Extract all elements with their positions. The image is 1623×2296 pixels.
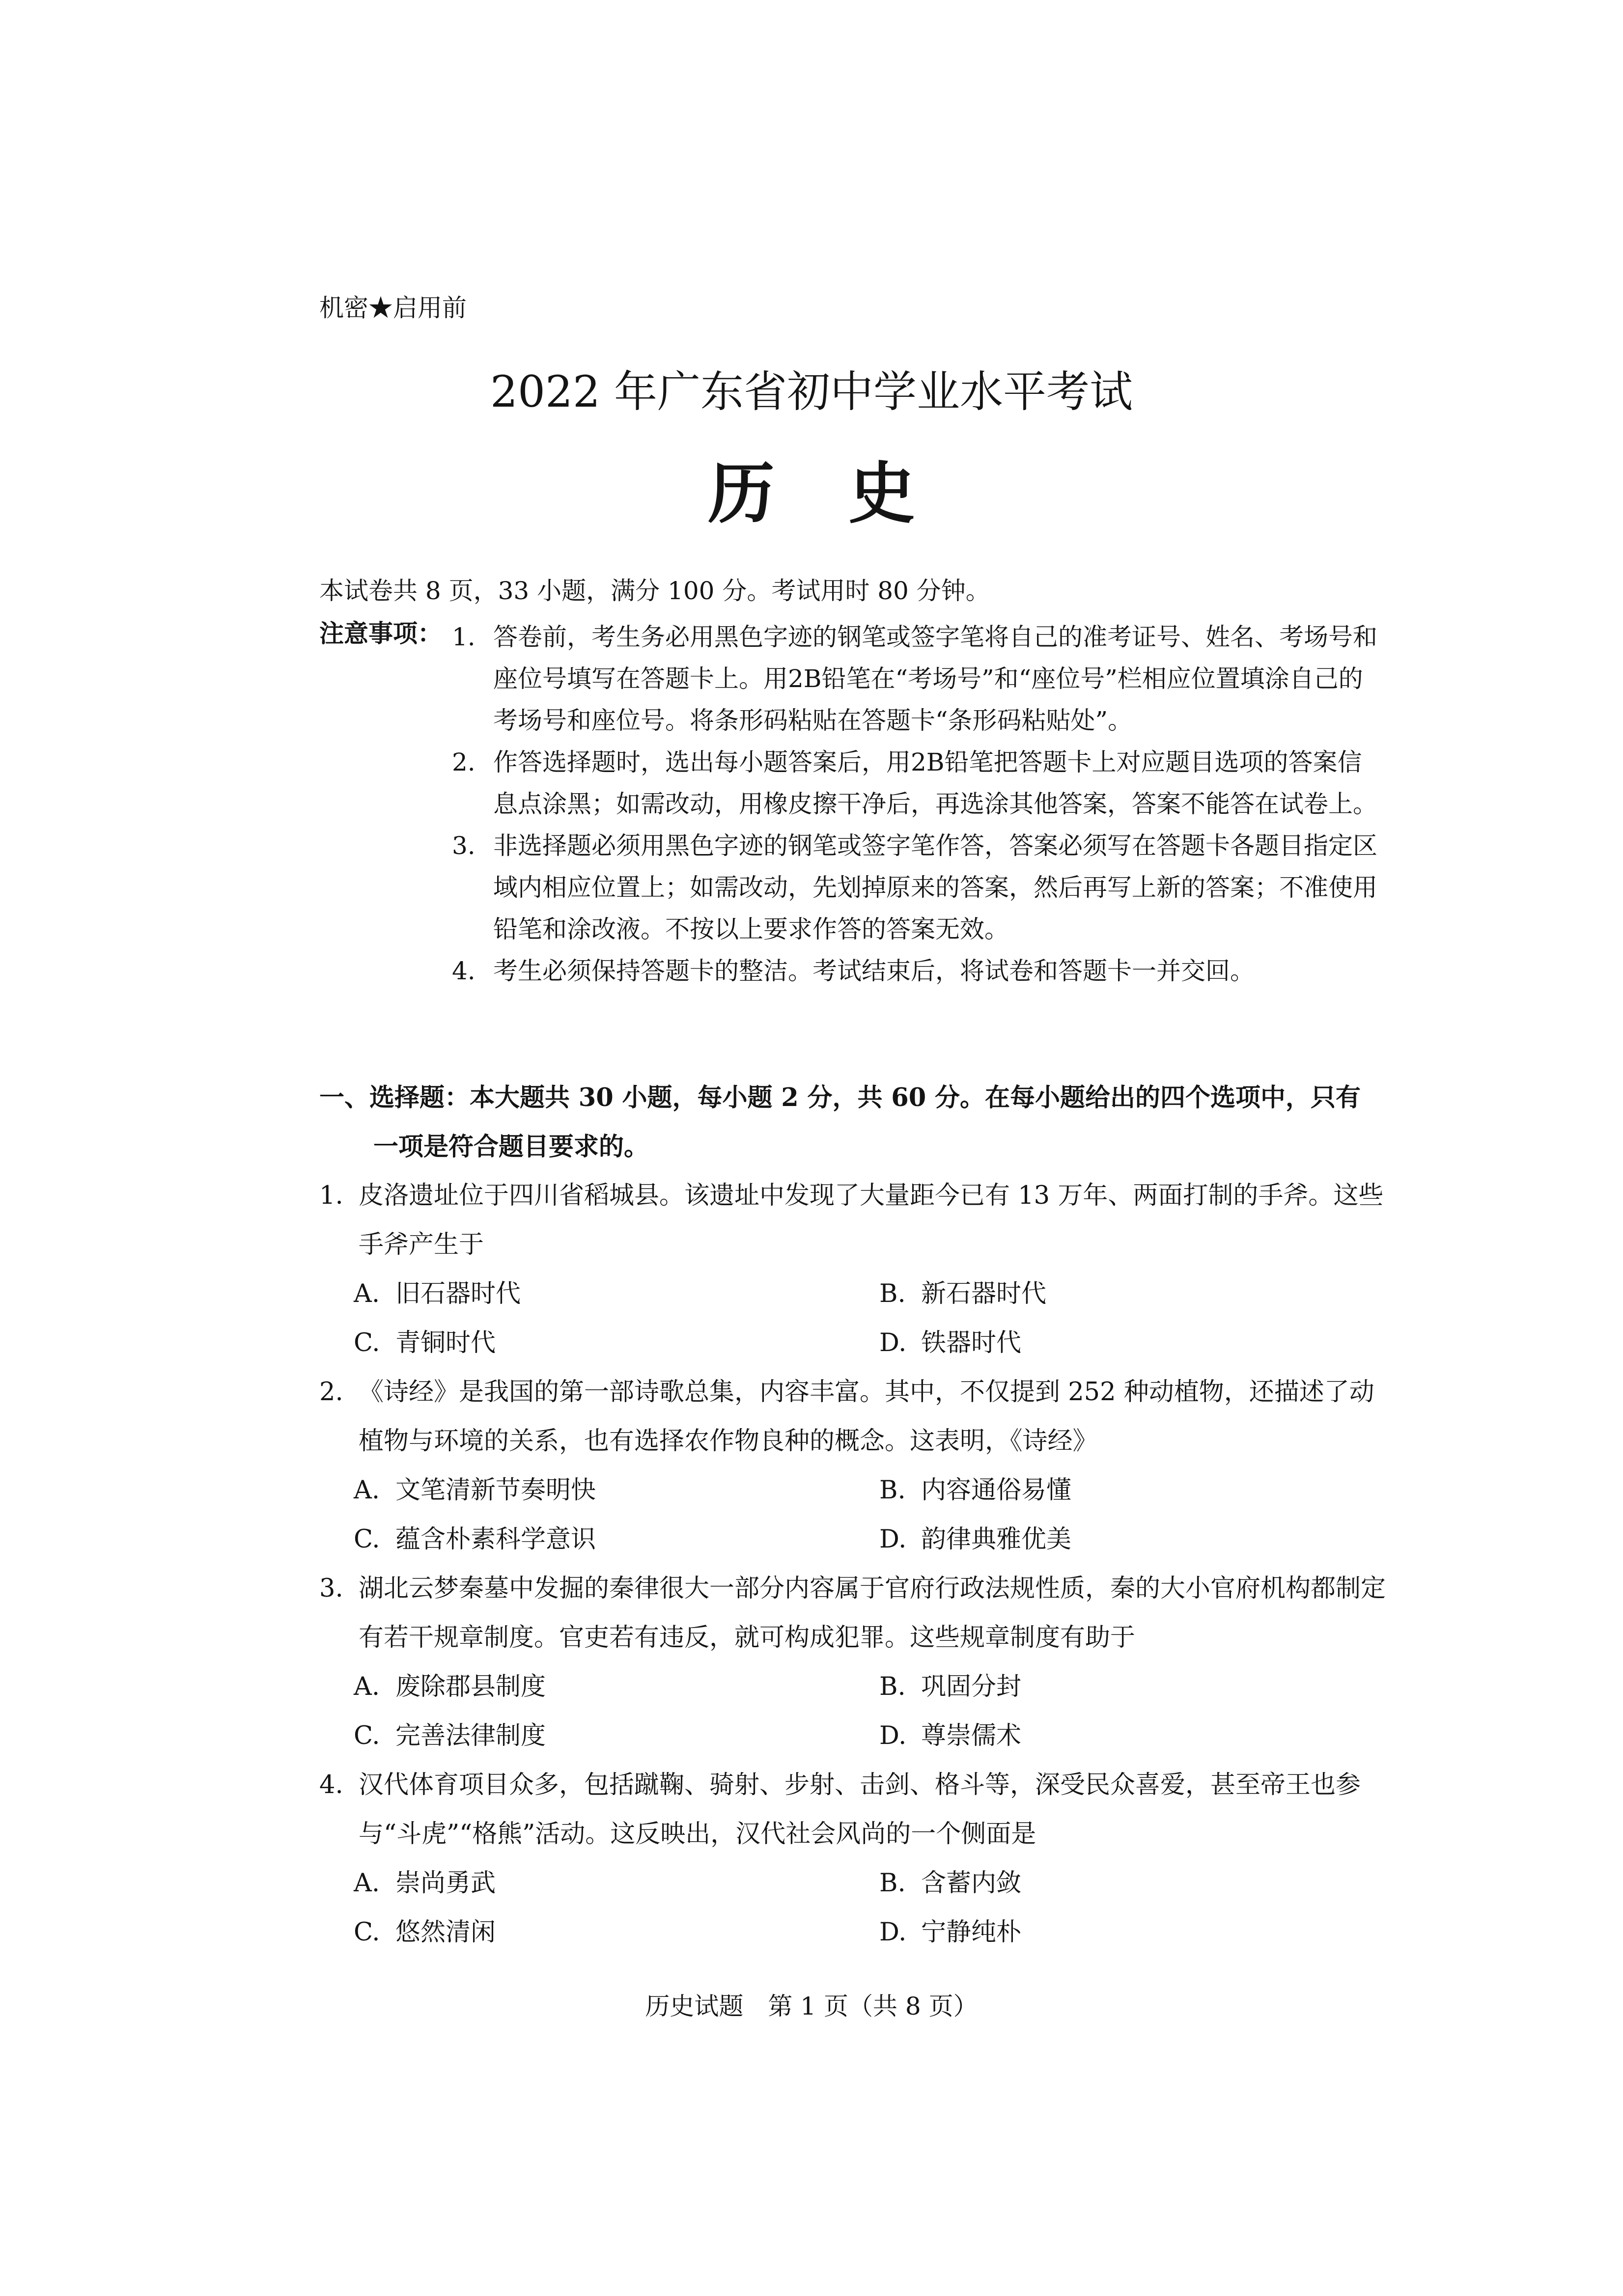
option [879, 1662, 1371, 1712]
question-number: 1. [319, 1181, 343, 1210]
option-text: 新石器时代 [921, 1279, 1047, 1308]
option-grid [319, 1466, 1395, 1564]
question-text: 湖北云梦秦墓中发掘的秦律很大一部分内容属于官府行政法规性质，秦的大小官府机构都制定有若干规章制度。官吏若有违反，就可构成犯罪。这些规章制度有助于 [359, 1574, 1386, 1652]
option-text: 废除郡县制度 [395, 1672, 546, 1701]
option-letter: C. [354, 1525, 380, 1554]
section-heading-line: 一、选择题：本大题共 30 小题，每小题 2 分，共 60 分。在每小题给出的四个选项中，只有 [319, 1083, 1361, 1112]
question-text: 《诗经》是我国的第一部诗歌总集，内容丰富。其中，不仅提到 252 种动植物，还描述了动植物与环境的关系，也有选择农作物良种的概念。这表明，《诗经》 [359, 1378, 1374, 1456]
page-footer: 历史试题 第 1 页（共 8 页） [645, 1992, 978, 2020]
question-stem [319, 1761, 1395, 1859]
option-text: 内容通俗易懂 [921, 1476, 1072, 1505]
question-number: 3. [319, 1574, 343, 1603]
option [879, 1712, 1371, 1761]
section-heading-line: 一项是符合题目要求的。 [373, 1132, 649, 1162]
option-letter: A. [354, 1672, 380, 1701]
question [319, 1171, 1395, 1368]
option-text: 崇尚勇武 [395, 1869, 496, 1898]
option-text: 含蓄内敛 [921, 1869, 1022, 1898]
option-grid [319, 1859, 1395, 1957]
option-grid [319, 1270, 1395, 1368]
option-text: 韵律典雅优美 [921, 1525, 1072, 1554]
notice-number: 2. [452, 748, 476, 776]
notice-list [452, 616, 1385, 992]
notice-text: 答卷前，考生务必用黑色字迹的钢笔或签字笔将自己的准考证号、姓名、考场号和座位号填写在答题卡上。用2B铅笔在“考场号”和“座位号”栏相应位置填涂自己的考场号和座位号。将条形码粘贴在答题卡“条形码粘贴处”。 [493, 623, 1377, 735]
option-letter: A. [354, 1279, 380, 1308]
question-text: 汉代体育项目众多，包括蹴鞠、骑射、步射、击剑、格斗等，深受民众喜爱，甚至帝王也参与“斗虎”“格熊”活动。这反映出，汉代社会风尚的一个侧面是 [359, 1770, 1361, 1849]
question-stem [319, 1171, 1395, 1270]
option [879, 1859, 1371, 1908]
notice-number: 4. [452, 957, 476, 985]
option-text: 旧石器时代 [395, 1279, 521, 1308]
option-text: 青铜时代 [395, 1328, 496, 1357]
question-list [319, 1171, 1395, 1957]
option-letter: C. [354, 1328, 380, 1357]
option-letter: A. [354, 1476, 380, 1505]
option [354, 1712, 879, 1761]
option [354, 1859, 879, 1908]
exam-intro: 本试卷共 8 页，33 小题，满分 100 分。考试用时 80 分钟。 [319, 577, 990, 605]
notice-item [452, 742, 1385, 825]
option [879, 1515, 1371, 1564]
option-text: 悠然清闲 [395, 1918, 496, 1947]
notice-text: 作答选择题时，选出每小题答案后，用2B铅笔把答题卡上对应题目选项的答案信息点涂黑；如需改动，用橡皮擦干净后，再选涂其他答案，答案不能答在试卷上。 [493, 748, 1377, 818]
notice-label: 注意事项： [319, 619, 442, 648]
question-number: 4. [319, 1770, 343, 1799]
notice-item [452, 616, 1385, 742]
subject-title: 历史 [708, 454, 989, 533]
option-text: 完善法律制度 [395, 1721, 546, 1750]
notice-number: 3. [452, 831, 476, 860]
option [354, 1662, 879, 1712]
option-text: 尊崇儒术 [921, 1721, 1022, 1750]
option [354, 1908, 879, 1957]
option-text: 文笔清新节奏明快 [395, 1476, 596, 1505]
question-stem [319, 1564, 1395, 1662]
option-letter: C. [354, 1918, 380, 1947]
option [354, 1319, 879, 1368]
option [879, 1466, 1371, 1515]
option-text: 宁静纯朴 [921, 1918, 1022, 1947]
question-text: 皮洛遗址位于四川省稻城县。该遗址中发现了大量距今已有 13 万年、两面打制的手斧。这些手斧产生于 [359, 1181, 1384, 1259]
question-stem [319, 1368, 1395, 1466]
question [319, 1761, 1395, 1957]
option-letter: D. [879, 1525, 907, 1554]
option-letter: D. [879, 1328, 907, 1357]
option-grid [319, 1662, 1395, 1761]
question-number: 2. [319, 1378, 343, 1407]
option-text: 铁器时代 [921, 1328, 1022, 1357]
exam-title: 2022 年广东省初中学业水平考试 [490, 366, 1133, 417]
option [354, 1515, 879, 1564]
notice-number: 1. [452, 623, 476, 651]
notice-text: 考生必须保持答题卡的整洁。考试结束后，将试卷和答题卡一并交回。 [493, 957, 1255, 985]
option-letter: C. [354, 1721, 380, 1750]
option [879, 1319, 1371, 1368]
notice-text: 非选择题必须用黑色字迹的钢笔或签字笔作答，答案必须写在答题卡各题目指定区域内相应位置上；如需改动，先划掉原来的答案，然后再写上新的答案；不准使用铅笔和涂改液。不按以上要求作答的答案无效。 [493, 831, 1377, 943]
option-letter: D. [879, 1721, 907, 1750]
option [879, 1908, 1371, 1957]
option-letter: B. [879, 1672, 906, 1701]
option-letter: B. [879, 1279, 906, 1308]
option-letter: D. [879, 1918, 907, 1947]
notice-item [452, 950, 1385, 992]
question [319, 1564, 1395, 1761]
option-text: 巩固分封 [921, 1672, 1022, 1701]
option-text: 蕴含朴素科学意识 [395, 1525, 596, 1554]
notice-item [452, 825, 1385, 950]
option-letter: B. [879, 1476, 906, 1505]
option-letter: B. [879, 1869, 906, 1898]
confidential-label: 机密★启用前 [319, 294, 467, 322]
section-heading [319, 1073, 1390, 1171]
option [354, 1270, 879, 1319]
option [354, 1466, 879, 1515]
option [879, 1270, 1371, 1319]
option-letter: A. [354, 1869, 380, 1898]
question [319, 1368, 1395, 1564]
